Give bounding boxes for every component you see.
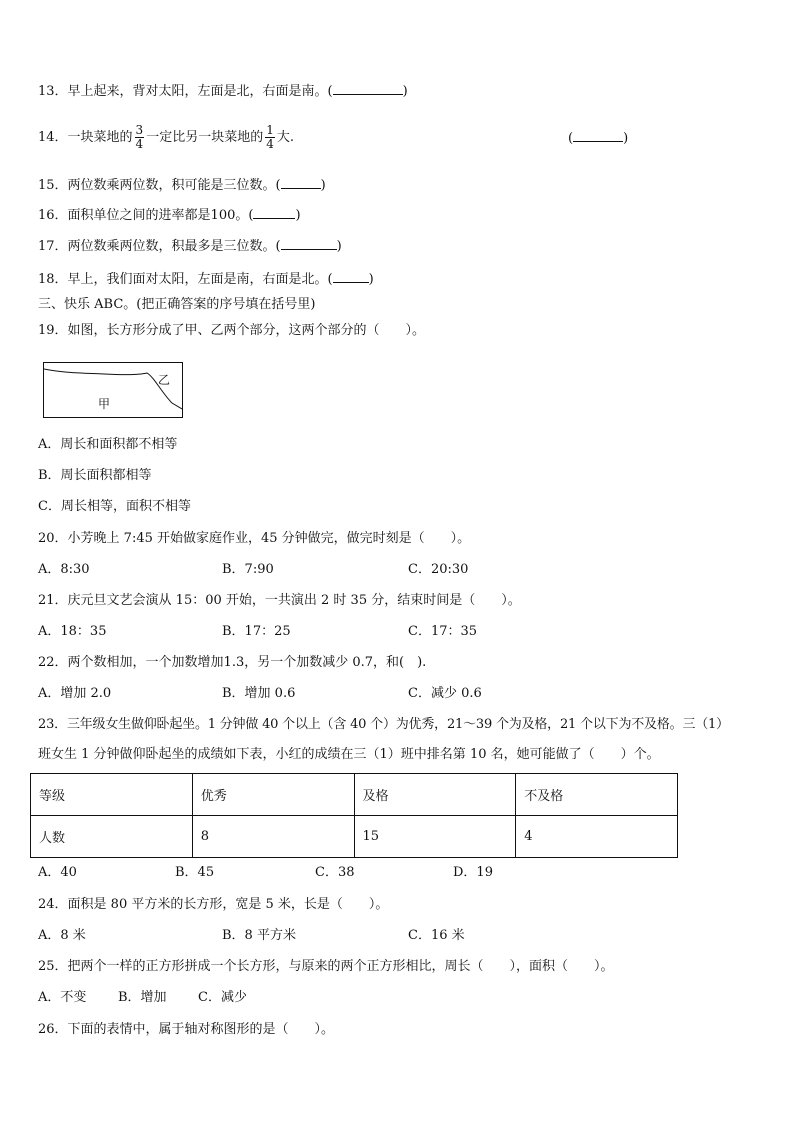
- q21-option-b[interactable]: B．17：25: [222, 624, 291, 639]
- answer-blank-18[interactable]: [333, 270, 369, 283]
- table-cell: 人数: [31, 816, 193, 858]
- question-14-answer: [568, 129, 628, 148]
- answer-blank-13[interactable]: [333, 82, 403, 95]
- fraction-one-quarter: [265, 124, 275, 151]
- q25-option-b[interactable]: B．增加: [118, 990, 167, 1005]
- question-17-close: ): [336, 239, 342, 254]
- question-18-text: 18．早上，我们面对太阳，左面是南，右面是北。(: [38, 272, 333, 287]
- question-21-text: 21．庆元旦文艺会演从 15：00 开始，一共演出 2 时 35 分，结束时间是（ ）。: [38, 593, 521, 608]
- q19-option-a[interactable]: A．周长和面积都不相等: [38, 437, 178, 452]
- question-25-text: 25．把两个一样的正方形拼成一个长方形，与原来的两个正方形相比，周长（ ），面积（ ）。: [38, 959, 614, 974]
- answer-blank-14[interactable]: [573, 129, 623, 142]
- q23-option-d[interactable]: D．19: [453, 865, 493, 880]
- question-15: [38, 176, 326, 195]
- q23-option-c[interactable]: C．38: [315, 865, 355, 880]
- section-3-heading: 三、快乐 ABC。(把正确答案的序号填在括号里): [38, 297, 316, 312]
- q25-option-a[interactable]: A．不变: [38, 990, 87, 1005]
- question-14: [38, 120, 294, 156]
- question-20-text: 20．小芳晚上 7:45 开始做家庭作业，45 分钟做完，做完时刻是（ ）。: [38, 531, 471, 546]
- q23-option-a[interactable]: A．40: [38, 865, 77, 880]
- table-cell: 15: [354, 816, 516, 858]
- q24-option-c[interactable]: C．16 米: [408, 928, 465, 943]
- q22-option-a[interactable]: A．增加 2.0: [38, 686, 112, 701]
- table-header-row: [31, 774, 678, 816]
- question-13: [38, 82, 408, 101]
- question-14-middle: 一定比另一块菜地的: [146, 130, 264, 145]
- figure-label-jia: 甲: [98, 397, 111, 411]
- q22-option-b[interactable]: B．增加 0.6: [222, 686, 296, 701]
- question-13-close: ): [402, 84, 408, 99]
- figure-label-yi: 乙: [158, 373, 171, 387]
- table-cell: 4: [516, 816, 678, 858]
- question-22-text: 22．两个数相加，一个加数增加1.3，另一个加数减少 0.7，和( ).: [38, 655, 427, 670]
- question-23-text-line1: 23．三年级女生做仰卧起坐。1 分钟做 40 个以上（含 40 个）为优秀，21～39 个为及格，21 个以下为不及格。三（1）: [38, 717, 729, 732]
- table-cell: 等级: [31, 774, 193, 816]
- q23-option-b[interactable]: B．45: [175, 865, 215, 880]
- fraction-2-numerator: 1: [266, 123, 274, 137]
- table-cell: 不及格: [516, 774, 678, 816]
- question-15-text: 15．两位数乘两位数，积可能是三位数。(: [38, 178, 281, 193]
- fraction-three-quarters: [135, 124, 145, 151]
- rectangle-figure: [43, 362, 183, 418]
- q24-option-a[interactable]: A．8 米: [38, 928, 86, 943]
- question-14-close: ): [623, 131, 629, 146]
- fraction-1-numerator: 3: [135, 123, 144, 137]
- answer-blank-16[interactable]: [253, 206, 295, 219]
- table-cell: 8: [192, 816, 354, 858]
- question-16-close: ): [295, 208, 301, 223]
- q21-option-a[interactable]: A．18：35: [38, 624, 107, 639]
- question-14-open: (: [568, 131, 574, 146]
- table-cell: 及格: [354, 774, 516, 816]
- q21-option-c[interactable]: C．17：35: [408, 624, 478, 639]
- score-table: [30, 773, 678, 858]
- question-16-text: 16．面积单位之间的进率都是100。(: [38, 208, 254, 223]
- question-23-text-line2: 班女生 1 分钟做仰卧起坐的成绩如下表，小红的成绩在三（1）班中排名第 10 名，她可能做了（ ）个。: [38, 747, 660, 762]
- question-14-prefix: 14．一块菜地的: [38, 130, 133, 145]
- q24-option-b[interactable]: B．8 平方米: [222, 928, 296, 943]
- q25-option-c[interactable]: C．减少: [198, 990, 247, 1005]
- question-16: [38, 206, 301, 225]
- fraction-1-denominator: 4: [135, 137, 144, 151]
- q19-option-b[interactable]: B．周长面积都相等: [38, 468, 152, 483]
- q22-option-c[interactable]: C．减少 0.6: [408, 686, 482, 701]
- q20-option-c[interactable]: C．20:30: [408, 562, 469, 577]
- fraction-2-denominator: 4: [266, 137, 274, 151]
- question-18: [38, 270, 374, 289]
- table-cell: 优秀: [192, 774, 354, 816]
- q20-option-a[interactable]: A．8:30: [38, 562, 90, 577]
- answer-blank-17[interactable]: [281, 237, 337, 250]
- question-24-text: 24．面积是 80 平方米的长方形，宽是 5 米，长是（ ）。: [38, 897, 389, 912]
- question-13-text: 13．早上起来，背对太阳，左面是北，右面是南。(: [38, 84, 333, 99]
- question-17: [38, 237, 342, 256]
- q20-option-b[interactable]: B．7:90: [222, 562, 274, 577]
- table-row: [31, 816, 678, 858]
- q19-option-c[interactable]: C．周长相等，面积不相等: [38, 499, 191, 514]
- question-14-suffix: 大.: [276, 130, 294, 145]
- question-15-close: ): [320, 178, 326, 193]
- question-17-text: 17．两位数乘两位数，积最多是三位数。(: [38, 239, 281, 254]
- answer-blank-15[interactable]: [281, 176, 321, 189]
- question-19-text: 19．如图，长方形分成了甲、乙两个部分，这两个部分的（ ）。: [38, 323, 426, 338]
- question-26-text: 26．下面的表情中，属于轴对称图形的是（ ）。: [38, 1022, 335, 1037]
- question-18-close: ): [368, 272, 374, 287]
